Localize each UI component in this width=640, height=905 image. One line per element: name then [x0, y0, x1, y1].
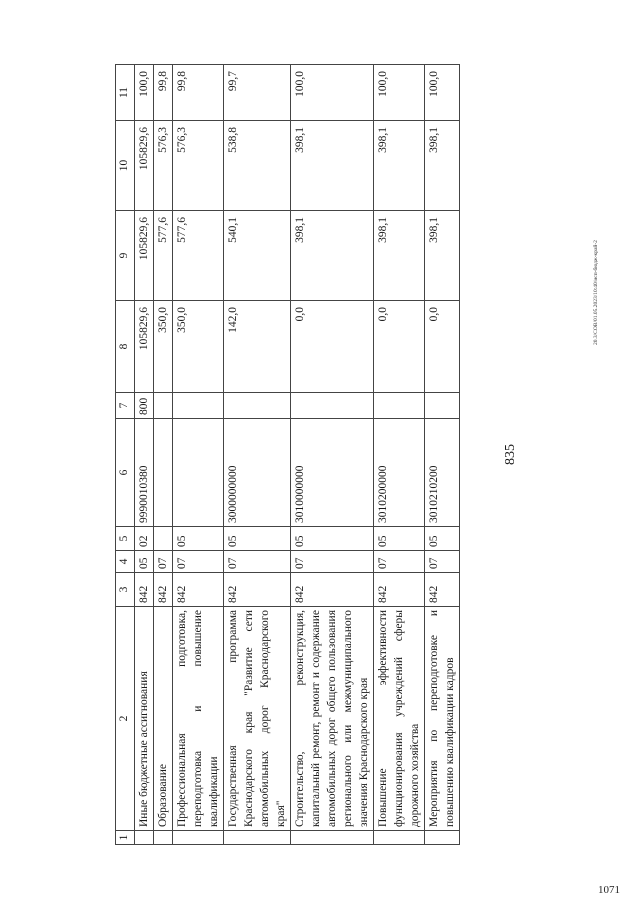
approved-amount-cell: 350,0: [154, 301, 173, 393]
column-number-3: 3: [116, 573, 135, 607]
expense-type-cell: [425, 393, 460, 419]
target-article-cell: 3010210200: [425, 419, 460, 527]
section-code-cell: 07: [224, 551, 291, 573]
subsection-code-cell: [154, 527, 173, 551]
row-index-cell: [425, 831, 460, 845]
ministry-code-cell: 842: [154, 573, 173, 607]
column-number-4: 4: [116, 551, 135, 573]
approved-amount-cell: 142,0: [224, 301, 291, 393]
percent-cell: 100,0: [291, 65, 374, 121]
target-article-cell: [173, 419, 224, 527]
section-code-cell: 07: [425, 551, 460, 573]
table-row: [224, 65, 291, 845]
subsection-code-cell: 02: [135, 527, 154, 551]
subsection-code-cell: 05: [291, 527, 374, 551]
row-index-cell: [224, 831, 291, 845]
subsection-code-cell: 05: [425, 527, 460, 551]
percent-cell: 99,8: [173, 65, 224, 121]
ministry-code-cell: 842: [135, 573, 154, 607]
column-number-9: 9: [116, 211, 135, 301]
executed-amount-cell: 398,1: [425, 121, 460, 211]
table-row: [374, 65, 425, 845]
percent-cell: 100,0: [374, 65, 425, 121]
item-name-cell: Государственная программа Краснодарского края "Развитие сети автомобильных дорог Краснодарского края": [224, 607, 291, 831]
planned-amount-cell: 540,1: [224, 211, 291, 301]
row-index-cell: [135, 831, 154, 845]
planned-amount-cell: 398,1: [425, 211, 460, 301]
executed-amount-cell: 576,3: [173, 121, 224, 211]
subsection-code-cell: 05: [374, 527, 425, 551]
target-article-cell: 3000000000: [224, 419, 291, 527]
executed-amount-cell: 576,3: [154, 121, 173, 211]
item-name-cell: Образование: [154, 607, 173, 831]
expense-type-cell: [173, 393, 224, 419]
expense-type-cell: [224, 393, 291, 419]
page-number: 1071: [598, 884, 620, 896]
planned-amount-cell: 577,6: [154, 211, 173, 301]
executed-amount-cell: 105829,6: [135, 121, 154, 211]
table-row: [154, 65, 173, 845]
percent-cell: 100,0: [135, 65, 154, 121]
ministry-code-cell: 842: [173, 573, 224, 607]
column-number-1: 1: [116, 831, 135, 845]
section-code-cell: 05: [135, 551, 154, 573]
percent-cell: 99,8: [154, 65, 173, 121]
column-number-11: 11: [116, 65, 135, 121]
row-index-cell: [374, 831, 425, 845]
expense-type-cell: 800: [135, 393, 154, 419]
executed-amount-cell: 398,1: [374, 121, 425, 211]
executed-amount-cell: 398,1: [291, 121, 374, 211]
target-article-cell: [154, 419, 173, 527]
table-row: [173, 65, 224, 845]
item-name-cell: Мероприятия по переподготовке и повышению квалификации кадров: [425, 607, 460, 831]
subsection-code-cell: 05: [224, 527, 291, 551]
row-index-cell: [291, 831, 374, 845]
document-code: 20.3/СОВ/01.05.2023/10:40/исп-бюдж-край-2: [593, 240, 599, 345]
column-number-6: 6: [116, 419, 135, 527]
item-name-cell: Профессиональная подготовка, переподготовка и повышение квалификации: [173, 607, 224, 831]
row-index-cell: [154, 831, 173, 845]
approved-amount-cell: 0,0: [291, 301, 374, 393]
column-number-8: 8: [116, 301, 135, 393]
column-number-row: [116, 65, 135, 845]
planned-amount-cell: 577,6: [173, 211, 224, 301]
column-number-10: 10: [116, 121, 135, 211]
percent-cell: 99,7: [224, 65, 291, 121]
section-code-cell: 07: [173, 551, 224, 573]
percent-cell: 100,0: [425, 65, 460, 121]
table-row: [291, 65, 374, 845]
item-name-cell: Повышение эффективности функционирования учреждений сферы дорожного хозяйства: [374, 607, 425, 831]
table-row: [425, 65, 460, 845]
expense-type-cell: [291, 393, 374, 419]
column-number-7: 7: [116, 393, 135, 419]
section-code-cell: 07: [291, 551, 374, 573]
planned-amount-cell: 398,1: [291, 211, 374, 301]
planned-amount-cell: 105829,6: [135, 211, 154, 301]
approved-amount-cell: 105829,6: [135, 301, 154, 393]
section-code-cell: 07: [374, 551, 425, 573]
column-number-5: 5: [116, 527, 135, 551]
item-name-cell: Строительство, реконструкция, капитальный ремонт, ремонт и содержание автомобильных дорог общего пользования регионального или межмуниципального значения Краснодарского края: [291, 607, 374, 831]
section-code-cell: 07: [154, 551, 173, 573]
table-row: [135, 65, 154, 845]
executed-amount-cell: 538,8: [224, 121, 291, 211]
target-article-cell: 9990010380: [135, 419, 154, 527]
approved-amount-cell: 350,0: [173, 301, 224, 393]
column-number-2: 2: [116, 607, 135, 831]
ministry-code-cell: 842: [291, 573, 374, 607]
item-name-cell: Иные бюджетные ассигнования: [135, 607, 154, 831]
target-article-cell: 3010000000: [291, 419, 374, 527]
ministry-code-cell: 842: [374, 573, 425, 607]
budget-table: [115, 64, 460, 845]
planned-amount-cell: 398,1: [374, 211, 425, 301]
target-article-cell: 3010200000: [374, 419, 425, 527]
approved-amount-cell: 0,0: [374, 301, 425, 393]
row-index-cell: [173, 831, 224, 845]
ministry-code-cell: 842: [224, 573, 291, 607]
table-body: [135, 65, 460, 845]
approved-amount-cell: 0,0: [425, 301, 460, 393]
expense-type-cell: [374, 393, 425, 419]
subsection-code-cell: 05: [173, 527, 224, 551]
expense-type-cell: [154, 393, 173, 419]
rotated-page-content: [115, 65, 640, 845]
ministry-code-cell: 842: [425, 573, 460, 607]
header-number: 835: [503, 444, 518, 465]
